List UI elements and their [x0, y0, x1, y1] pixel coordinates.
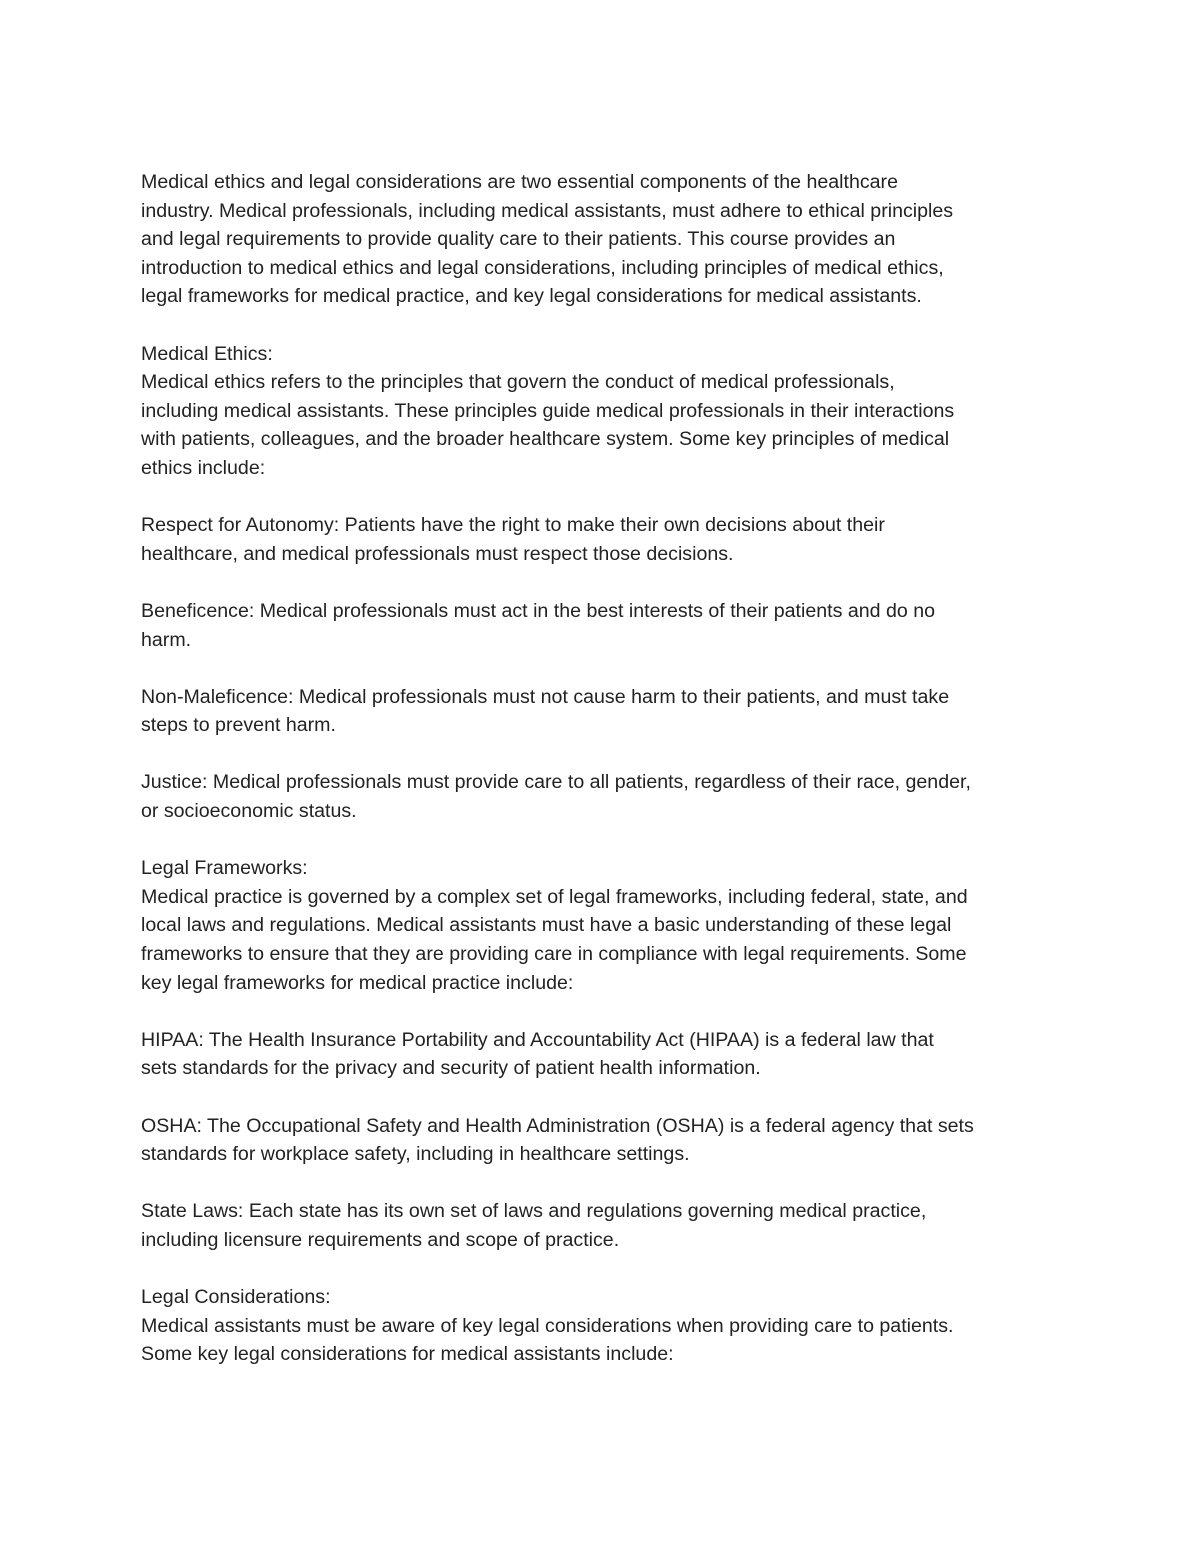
document-body — [141, 168, 1071, 1369]
text-line: Non-Maleficence: Medical professionals must not cause harm to their patients, and must take — [141, 685, 950, 708]
text-line: Beneficence: Medical professionals must act in the best interests of their patients and do no — [141, 599, 935, 622]
beneficence-paragraph — [141, 597, 1071, 654]
non-maleficence-paragraph — [141, 683, 1071, 740]
text-line: legal frameworks for medical practice, and key legal considerations for medical assistants. — [141, 285, 922, 308]
text-line: Medical ethics and legal considerations are two essential components of the healthcare — [141, 171, 898, 193]
text-line: Respect for Autonomy: Patients have the right to make their own decisions about their — [141, 514, 885, 537]
text-line: or socioeconomic status. — [141, 800, 357, 823]
text-line: local laws and regulations. Medical assistants must have a basic understanding of these legal — [141, 914, 952, 937]
text-line: OSHA: The Occupational Safety and Health Administration (OSHA) is a federal agency that sets — [141, 1114, 974, 1137]
text-line: healthcare, and medical professionals must respect those decisions. — [141, 542, 734, 565]
legal-frameworks-section — [141, 854, 1071, 997]
text-line: ethics include: — [141, 456, 266, 479]
autonomy-paragraph — [141, 511, 1071, 568]
medical-ethics-heading: Medical Ethics: — [141, 342, 273, 365]
intro-paragraph — [141, 168, 1071, 311]
text-line: key legal frameworks for medical practice include: — [141, 971, 574, 994]
text-line: steps to prevent harm. — [141, 714, 336, 737]
text-line: Medical practice is governed by a complex set of legal frameworks, including federal, state, and — [141, 885, 968, 908]
text-line: including licensure requirements and scope of practice. — [141, 1228, 620, 1251]
hipaa-paragraph — [141, 1026, 1071, 1083]
text-line: industry. Medical professionals, including medical assistants, must adhere to ethical principles — [141, 199, 954, 222]
text-line: frameworks to ensure that they are providing care in compliance with legal requirements. Some — [141, 943, 967, 966]
text-line: harm. — [141, 628, 192, 651]
text-line: sets standards for the privacy and security of patient health information. — [141, 1057, 761, 1080]
text-line: with patients, colleagues, and the broader healthcare system. Some key principles of medical — [141, 428, 950, 451]
medical-ethics-section — [141, 340, 1071, 483]
state-laws-paragraph — [141, 1197, 1071, 1254]
text-line: standards for workplace safety, including in healthcare settings. — [141, 1143, 690, 1166]
legal-considerations-section — [141, 1283, 1071, 1369]
text-line: HIPAA: The Health Insurance Portability and Accountability Act (HIPAA) is a federal law that — [141, 1028, 934, 1051]
text-line: Medical assistants must be aware of key legal considerations when providing care to patients. — [141, 1314, 954, 1337]
text-line: and legal requirements to provide quality care to their patients. This course provides an — [141, 228, 896, 251]
legal-considerations-heading: Legal Considerations: — [141, 1286, 331, 1309]
text-line: State Laws: Each state has its own set of laws and regulations governing medical practice, — [141, 1200, 927, 1223]
legal-frameworks-heading: Legal Frameworks: — [141, 857, 308, 880]
text-line: Some key legal considerations for medical assistants include: — [141, 1343, 674, 1366]
text-line: Medical ethics refers to the principles that govern the conduct of medical professionals, — [141, 371, 895, 394]
text-line: including medical assistants. These principles guide medical professionals in their interactions — [141, 399, 955, 422]
text-line: Justice: Medical professionals must provide care to all patients, regardless of their race, gender, — [141, 771, 971, 794]
justice-paragraph — [141, 768, 1071, 825]
osha-paragraph — [141, 1112, 1071, 1169]
text-line: introduction to medical ethics and legal considerations, including principles of medical ethics, — [141, 256, 944, 279]
